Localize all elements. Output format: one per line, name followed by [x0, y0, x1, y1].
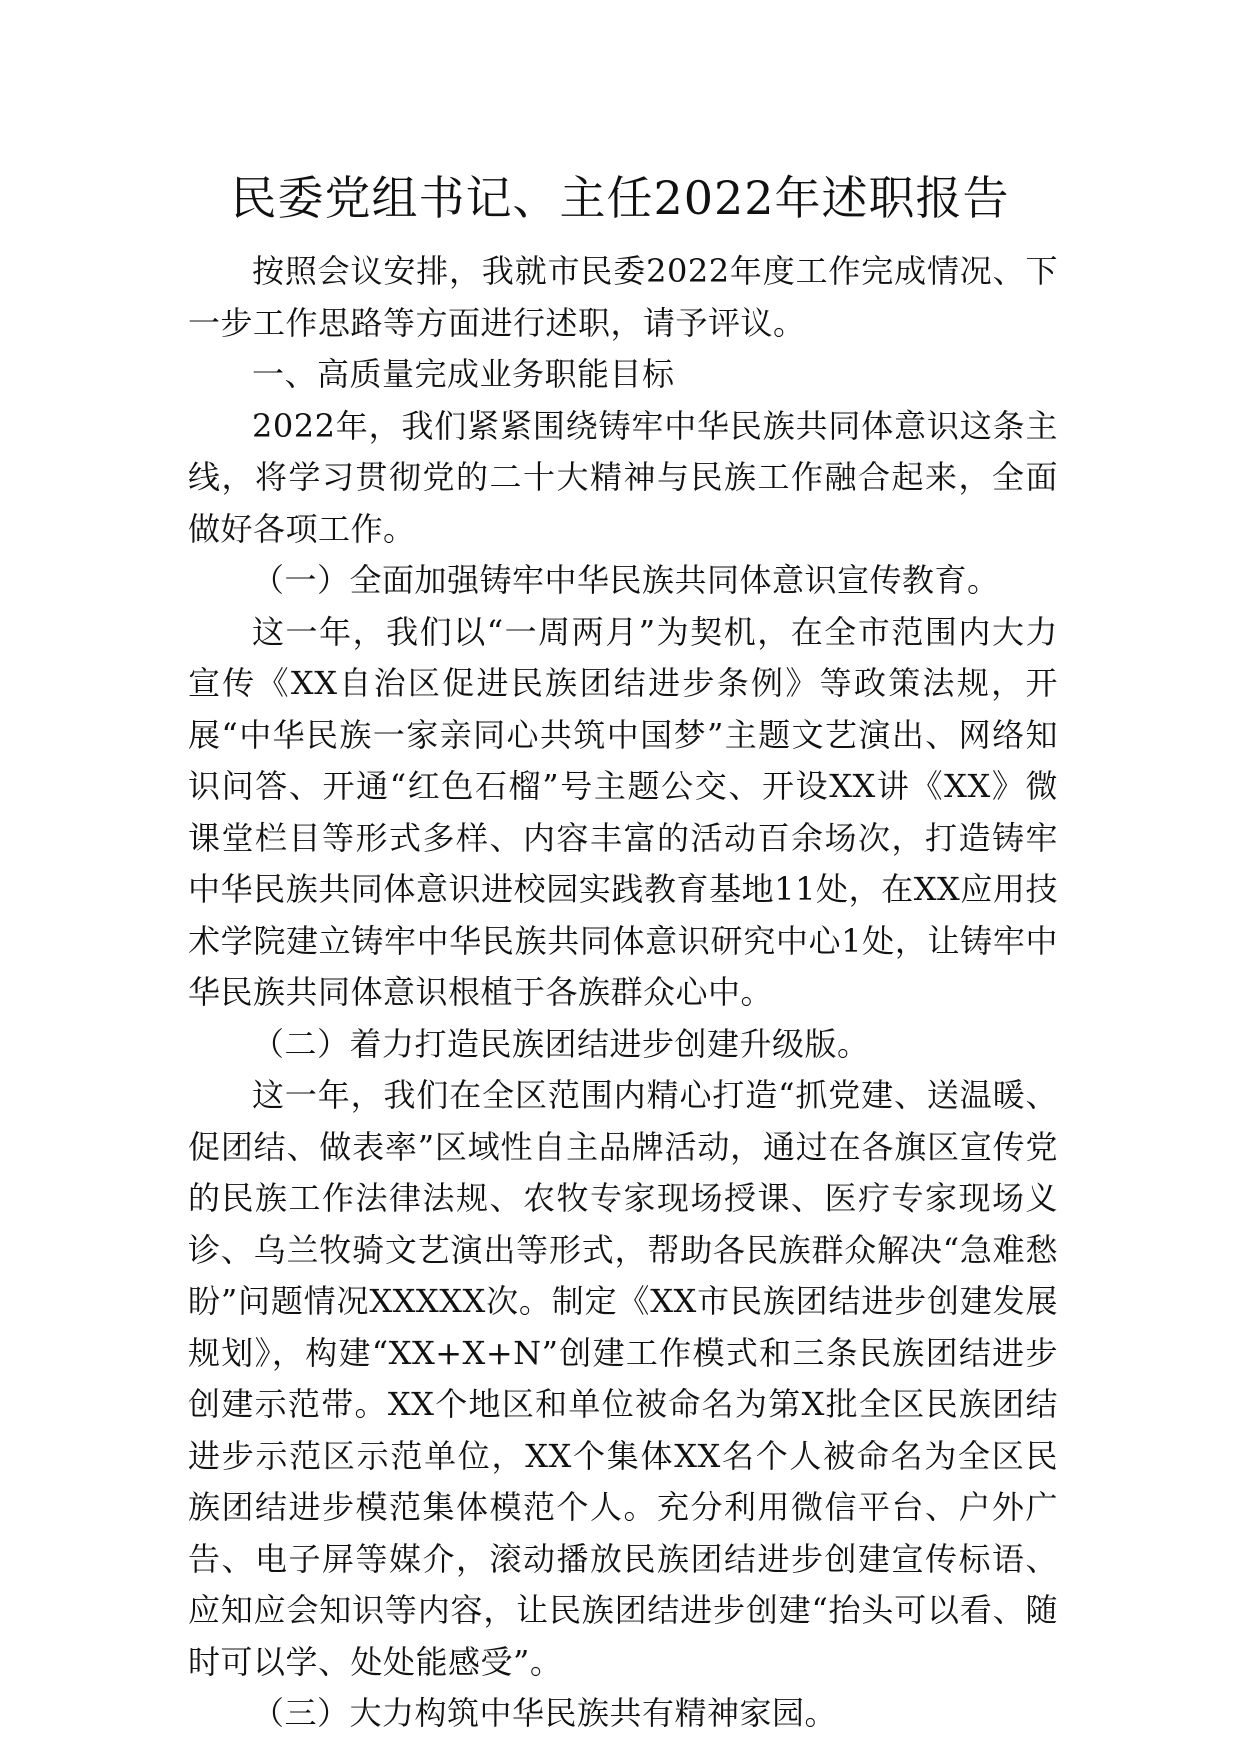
document-body [188, 246, 1058, 1740]
document-title: 民委党组书记、主任2022年述职报告 [230, 171, 1010, 225]
intro-paragraph: 按照会议安排，我就市民委2022年度工作完成情况、下一步工作思路等方面进行述职，请予评议。 [188, 252, 1058, 342]
subsection-heading: （三）大力构筑中华民族共有精神家园。 [252, 1694, 838, 1732]
subsection-heading: （二）着力打造民族团结进步创建升级版。 [252, 1024, 870, 1063]
body-paragraph: 这一年，我们以“一周两月”为契机，在全市范围内大力宣传《XX自治区促进民族团结进步条例》等政策法规，开展“中华民族一家亲同心共筑中国梦”主题文艺演出、网络知识问答、开通“红色石榴”号主题公交、开设XX讲《XX》微课堂栏目等形式多样、内容丰富的活动百余场次，打造铸牢中华民族共同体意识进校园实践教育基地11处，在XX应用技术学院建立铸牢中华民族共同体意识研究中心1处，让铸牢中华民族共同体意识根植于各族群众心中。 [188, 612, 1058, 1011]
subsection-heading: （一）全面加强铸牢中华民族共同体意识宣传教育。 [252, 561, 1000, 599]
body-paragraph: 2022年，我们紧紧围绕铸牢中华民族共同体意识这条主线，将学习贯彻党的二十大精神与民族工作融合起来，全面做好各项工作。 [188, 406, 1058, 548]
section-heading: 一、高质量完成业务职能目标 [252, 355, 675, 393]
body-paragraph: 这一年，我们在全区范围内精心打造“抓党建、送温暖、促团结、做表率”区域性自主品牌活动，通过在各旗区宣传党的民族工作法律法规、农牧专家现场授课、医疗专家现场义诊、乌兰牧骑文艺演出等形式，帮助各民族群众解决“急难愁盼”问题情况XXXXX次。制定《XX市民族团结进步创建发展规划》，构建“XX+X+N”创建工作模式和三条民族团结进步创建示范带。XX个地区和单位被命名为第X批全区民族团结进步示范区示范单位，XX个集体XX名个人被命名为全区民族团结进步模范集体模范个人。充分利用微信平台、户外广告、电子屏等媒介，滚动播放民族团结进步创建宣传标语、应知应会知识等内容，让民族团结进步创建“抬头可以看、随时可以学、处处能感受”。 [188, 1076, 1058, 1681]
